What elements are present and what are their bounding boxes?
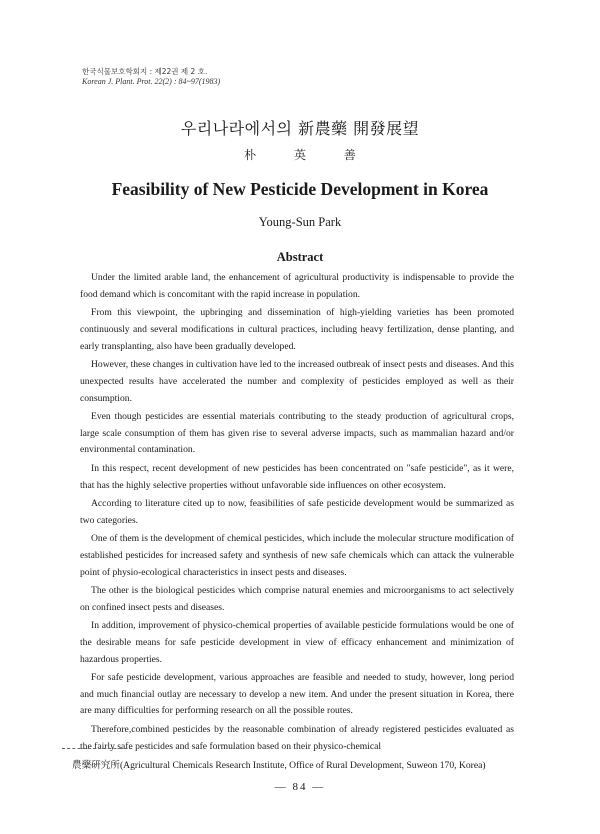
abstract-paragraph: For safe pesticide development, various approaches are feasible and needed to study, however, long period and much financial outlay are necessary to develop a new item. And under the present situation in Korea, there are many difficulties for performing research on all the possible routes. — [80, 671, 514, 717]
journal-citation-english: Korean J. Plant. Prot. 22(2) : 84~97(1983) — [82, 77, 221, 86]
abstract-paragraph: According to literature cited up to now, feasibilities of safe pesticide development would be summarized as two categories. — [80, 497, 514, 526]
abstract-paragraph: However, these changes in cultivation have led to the increased outbreak of insect pests and diseases. And this unexpected results have accelerated the number and complexity of pesticides employed as well as their consumption. — [80, 358, 514, 404]
abstract-paragraph: The other is the biological pesticides which comprise natural enemies and microorganisms to act selectively on confined insect pests and diseases. — [80, 584, 514, 613]
paper-title: Feasibility of New Pesticide Development in Korea — [111, 179, 489, 199]
author-name: Young-Sun Park — [258, 215, 342, 229]
journal-citation — [82, 67, 220, 87]
korean-author: 朴 英 善 — [244, 148, 356, 162]
abstract-paragraph: One of them is the development of chemical pesticides, which include the molecular structure modification of established pesticides for increased safety and synthesis of new safe chemicals which can attack the vulnerable point of physio-ecological characteristics in insect pests and diseases. — [80, 532, 514, 578]
abstract-paragraph: In addition, improvement of physico-chemical properties of available pesticide formulations would be one of the desirable means for safe pesticide development in view of efficacy enhancement and minimization of hazardous properties. — [80, 619, 514, 665]
abstract-paragraph: Under the limited arable land, the enhancement of agricultural productivity is indispensable to provide the food demand which is concomitant with the rapid increase in population. — [80, 272, 514, 300]
journal-citation-korean: 한국식물보호학회지 : 제22권 제 2 호. — [82, 67, 208, 76]
korean-title: 우리나라에서의 新農藥 開發展望 — [180, 119, 420, 138]
author-affiliation: 農藥硏究所(Agricultural Chemicals Research Institute, Office of Rural Development, Suweon 170, Korea) — [72, 760, 486, 771]
abstract-paragraph: Even though pesticides are essential materials contributing to the steady production of agricultural crops, large scale consumption of them has given rise to several adverse impacts, such as mammalian hazard and/or environmental contamination. — [80, 410, 514, 456]
footnote-divider — [62, 748, 132, 749]
abstract-paragraph: From this viewpoint, the upbringing and dissemination of high-yielding varieties has been promoted continuously and several modifications in cultural practices, including heavy fertilization, dense planting, and early transplanting, also have been gradually developed. — [80, 307, 514, 352]
abstract-heading: Abstract — [276, 250, 324, 264]
abstract-paragraph: Therefore,combined pesticides by the reasonable combination of already registered pesticides evaluated as the fairly safe pesticides and safe formulation based on their physico-chemical — [80, 723, 514, 752]
abstract-body — [80, 270, 514, 757]
abstract-paragraph: In this respect, recent development of new pesticides has been concentrated on "safe pesticide", as it were, that has the highly selective properties without unfavorable side influences on other ecosystem. — [80, 462, 514, 491]
page-number: — 84 — — [274, 781, 326, 793]
